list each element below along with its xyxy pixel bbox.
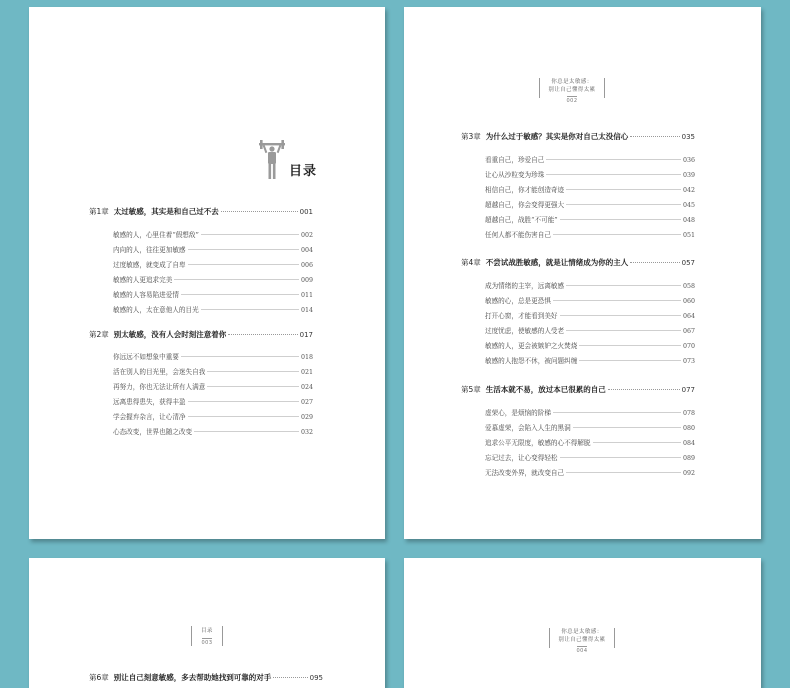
toc-page-3 [29,558,385,688]
item-title: 看重自己，珍爱自己 [485,156,545,164]
item-title: 让心从沙粒变为珍珠 [485,171,545,179]
item-page: 006 [300,262,313,269]
leader-line [579,345,681,346]
toc-item [113,381,313,391]
chapter-heading [461,257,695,268]
chapter-heading [461,131,695,142]
chapter-page: 001 [299,208,313,216]
leader-line [546,159,681,160]
header-line: 你总是太敏感： [551,79,593,85]
leader-line [194,431,299,432]
item-page: 084 [682,440,695,447]
toc-title: 目录 [289,164,318,179]
item-title: 超越自己，战胜“不可能” [485,216,558,224]
header-bar-left [539,78,540,98]
item-page: 060 [682,298,695,305]
item-title: 远离患得患失，获得丰盈 [113,398,186,406]
item-page: 021 [300,369,313,376]
item-title: 心态改变，世界也随之改变 [113,428,193,436]
leader-line [566,285,681,286]
toc-item [485,184,695,194]
leader-line [553,300,681,301]
toc-item [485,340,695,350]
toc-item [113,366,313,376]
leader-line [593,442,681,443]
chapter-title: 别太敏感，没有人会时刻注意着你 [113,330,227,339]
toc-item [485,355,695,365]
toc-item [485,407,695,417]
item-title: 爱慕虚荣，会陷入人生的黑洞 [485,424,571,432]
leader-line [560,315,681,316]
toc-item [485,422,695,432]
leader-dots [630,262,679,263]
chapter-title: 太过敏感，其实是和自己过不去 [113,207,219,216]
toc-item [485,295,695,305]
item-title: 活在别人的目光里，会迷失自我 [113,368,206,376]
leader-line [560,219,681,220]
toc-item [113,289,313,299]
item-page: 018 [300,354,313,361]
leader-line [566,330,681,331]
leader-line [188,264,299,265]
page-number: 003 [201,640,213,646]
item-page: 014 [300,307,313,314]
toc-page-1 [29,7,385,539]
item-title: 你远远不如想象中重要 [113,353,179,361]
header-bar-right [614,628,615,648]
chapter-number: 第3章 [461,132,481,141]
toc-item [113,351,313,361]
leader-dots [228,334,297,335]
leader-line [553,234,681,235]
chapter-page: 035 [681,133,695,141]
chapter-number: 第5章 [461,385,481,394]
toc-item [113,304,313,314]
toc-item [485,310,695,320]
toc-item [113,411,313,421]
leader-line [174,279,299,280]
item-page: 032 [300,429,313,436]
header-line: 别让自己懂得太累 [548,87,596,93]
toc-item [113,426,313,436]
chapter-title: 生活本就不易，放过本已很累的自己 [485,385,606,394]
leader-line [573,427,681,428]
item-page: 045 [682,202,695,209]
item-page: 092 [682,470,695,477]
item-title: 打开心窗，才能看到美好 [485,312,558,320]
item-page: 073 [682,358,695,365]
item-title: 忘记过去，让心变得轻松 [485,454,558,462]
item-page: 004 [300,247,313,254]
leader-line [181,356,299,357]
item-page: 051 [682,232,695,239]
toc-item [485,169,695,179]
header-rule [202,638,212,639]
header-line: 你总是太敏感： [561,629,603,635]
leader-line [566,189,681,190]
leader-dots [608,389,680,390]
item-page: 048 [682,217,695,224]
item-title: 敏感的人抱怨不休，被问题纠缠 [485,357,578,365]
item-title: 学会握弃杂言，让心清净 [113,413,186,421]
item-page: 080 [682,425,695,432]
item-page: 024 [300,384,313,391]
item-title: 过度敏感，就变成了自卑 [113,261,186,269]
item-title: 敏感的人，更会被嫉妒之火焚烧 [485,342,578,350]
page-number: 004 [576,648,588,654]
toc-item [485,467,695,477]
chapter-page: 017 [299,331,313,339]
chapter-number: 第4章 [461,258,481,267]
toc-item [485,325,695,335]
toc-page-2 [404,7,761,539]
item-page: 027 [300,399,313,406]
toc-page-4 [404,558,761,688]
chapter-heading [89,672,323,683]
chapter-number: 第1章 [89,207,109,216]
item-page: 009 [300,277,313,284]
toc-item [485,214,695,224]
toc-item [113,396,313,406]
running-header [189,626,225,646]
toc-item [485,280,695,290]
chapter-heading [461,384,695,395]
item-title: 无法改变外界，就改变自己 [485,469,565,477]
weightlifter-icon [259,140,285,180]
item-page: 070 [682,343,695,350]
leader-line [201,309,299,310]
item-page: 042 [682,187,695,194]
toc-item [485,199,695,209]
running-header [547,628,617,654]
chapter-title: 别让自己刻意敏感，多去帮助她找到可靠的对手 [113,673,272,682]
leader-line [579,360,681,361]
toc-item [485,154,695,164]
chapter-page: 077 [681,386,695,394]
item-title: 超越自己，你会变得更强大 [485,201,565,209]
header-line: 目录 [201,628,213,634]
item-title: 再努力，你也无法让所有人满意 [113,383,206,391]
leader-line [188,416,299,417]
item-title: 成为情绪的主宰，远离敏感 [485,282,565,290]
header-rule [577,646,587,647]
chapter-number: 第6章 [89,673,109,682]
toc-item [113,274,313,284]
item-page: 064 [682,313,695,320]
leader-line [207,386,299,387]
leader-line [566,472,681,473]
item-title: 相信自己，你才能创造奇迹 [485,186,565,194]
leader-line [560,457,681,458]
item-title: 敏感的人，太在意他人的目光 [113,306,199,314]
toc-item [485,229,695,239]
leader-line [566,204,681,205]
item-title: 敏感的人容易陷进爱情 [113,291,179,299]
header-bar-left [549,628,550,648]
leader-dots [221,211,298,212]
toc-item [485,452,695,462]
chapter-page: 095 [309,674,323,682]
item-title: 任何人都不能伤害自己 [485,231,551,239]
item-page: 089 [682,455,695,462]
header-rule [567,96,577,97]
item-title: 敏感的心，总是更恐惧 [485,297,551,305]
item-page: 002 [300,232,313,239]
item-page: 011 [300,292,313,299]
leader-line [181,294,299,295]
item-title: 追求公平无限度，敏感的心不得解脱 [485,439,591,447]
item-page: 078 [682,410,695,417]
item-title: 内向的人，往往更加敏感 [113,246,186,254]
running-header [537,78,607,104]
leader-line [207,371,299,372]
header-line: 别让自己懂得太累 [558,637,606,643]
toc-item [113,259,313,269]
leader-dots [630,136,679,137]
chapter-heading [89,329,313,340]
leader-line [546,174,681,175]
header-bar-left [191,626,192,646]
item-title: 虚荣心，是烦恼的阶梯 [485,409,551,417]
toc-item [113,244,313,254]
chapter-title: 为什么过于敏感？其实是你对自己太没信心 [485,132,629,141]
page-number: 002 [566,98,578,104]
item-title: 过度忧虑，使敏感的人受老 [485,327,565,335]
chapter-page: 057 [681,259,695,267]
leader-line [201,234,299,235]
item-title: 敏感的人更追求完美 [113,276,173,284]
item-title: 敏感的人，心里住着“假想敌” [113,231,199,239]
leader-line [188,249,299,250]
leader-line [553,412,681,413]
toc-item [485,437,695,447]
toc-item [113,229,313,239]
item-page: 036 [682,157,695,164]
header-bar-right [604,78,605,98]
chapter-title: 不尝试战胜敏感，就是让情绪成为你的主人 [485,258,629,267]
chapter-heading [89,206,313,217]
item-page: 067 [682,328,695,335]
item-page: 029 [300,414,313,421]
leader-dots [273,677,307,678]
header-bar-right [222,626,223,646]
chapter-number: 第2章 [89,330,109,339]
item-page: 039 [682,172,695,179]
leader-line [188,401,299,402]
item-page: 058 [682,283,695,290]
